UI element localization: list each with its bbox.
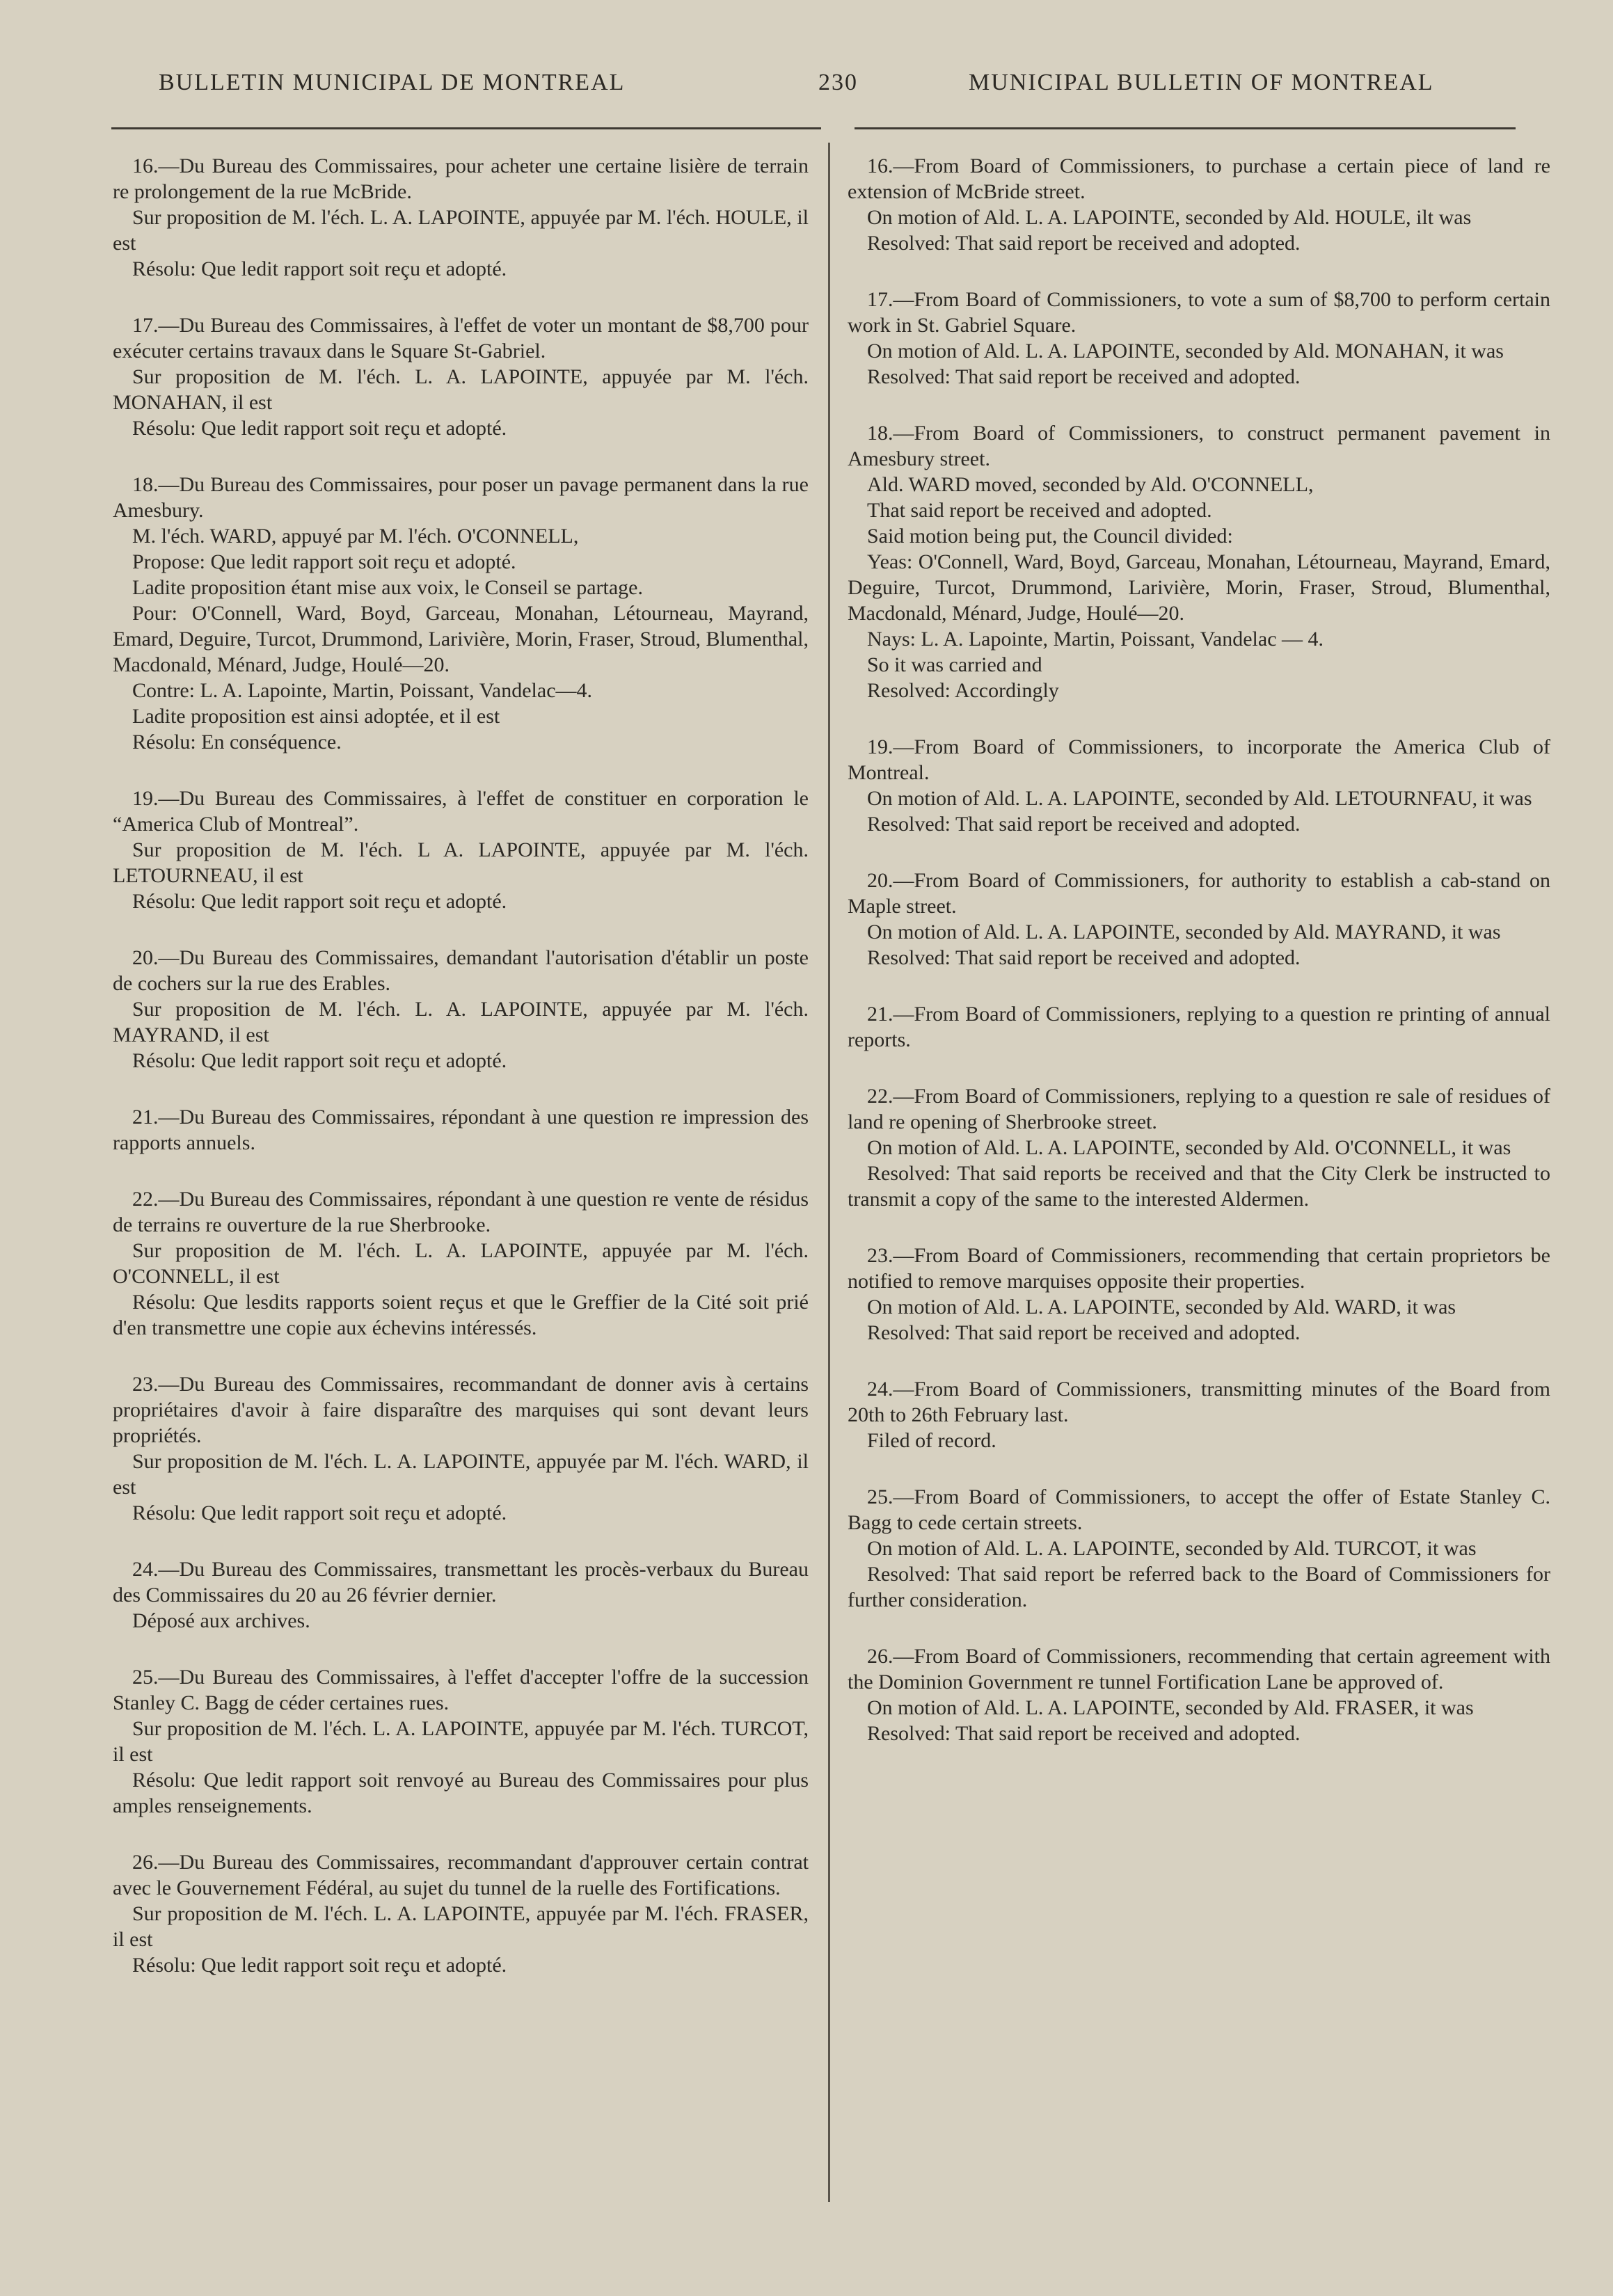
english-minute-paragraph: Resolved: That said report be received and adopted. (867, 1321, 1301, 1344)
english-minute-paragraph: Resolved: That said report be referred back to the Board of Commissioners for further consideration. (848, 1563, 1550, 1611)
english-minute-paragraph: Ald. WARD moved, seconded by Ald. O'CONNELL, (867, 473, 1314, 496)
french-minute-paragraph: 24.—Du Bureau des Commissaires, transmettant les procès-verbaux du Bureau des Commissaires du 20 au 26 février dernier. (113, 1558, 809, 1607)
french-minute-paragraph: 17.—Du Bureau des Commissaires, à l'effet de voter un montant de $8,700 pour exécuter certains travaux dans le Square St-Gabriel. (113, 314, 809, 362)
french-minute-paragraph: Sur proposition de M. l'éch. L. A. LAPOINTE, appuyée par M. l'éch. FRASER, il est (113, 1902, 809, 1951)
english-minute-paragraph: 26.—From Board of Commissioners, recommending that certain agreement with the Dominion Government re tunnel Fortification Lane be approved of. (848, 1645, 1550, 1693)
english-minute-item (848, 420, 1550, 703)
french-minute-paragraph: Propose: Que ledit rapport soit reçu et adopté. (132, 550, 516, 573)
english-minute-paragraph: On motion of Ald. L. A. LAPOINTE, seconded by Ald. WARD, it was (867, 1296, 1456, 1318)
french-minute-item (113, 1664, 809, 1819)
french-minute-paragraph: Ladite proposition étant mise aux voix, le Conseil se partage. (132, 576, 643, 599)
english-column (848, 153, 1550, 1777)
french-minute-item (113, 786, 809, 914)
english-minute-paragraph: That said report be received and adopted. (867, 499, 1212, 522)
french-minute-item (113, 945, 809, 1074)
english-minute-paragraph: 20.—From Board of Commissioners, for authority to establish a cab-stand on Maple street. (848, 869, 1550, 918)
french-column (113, 153, 809, 2009)
english-minute-paragraph: Resolved: That said report be received and adopted. (867, 946, 1301, 969)
page-header (0, 70, 1613, 111)
english-minute-paragraph: 25.—From Board of Commissioners, to accept the offer of Estate Stanley C. Bagg to cede certain streets. (848, 1485, 1550, 1534)
french-minute-paragraph: Résolu: Que ledit rapport soit reçu et adopté. (132, 417, 507, 440)
french-minute-paragraph: 21.—Du Bureau des Commissaires, répondant à une question re impression des rapports annuels. (113, 1106, 809, 1154)
french-minute-paragraph: Ladite proposition est ainsi adoptée, et il est (132, 705, 500, 728)
french-minute-paragraph: Résolu: Que ledit rapport soit reçu et adopté. (132, 1954, 507, 1977)
english-minute-item (848, 1243, 1550, 1346)
french-minute-paragraph: 22.—Du Bureau des Commissaires, répondant à une question re vente de résidus de terrains re ouverture de la rue Sherbrooke. (113, 1188, 809, 1236)
french-minute-paragraph: Sur proposition de M. l'éch. L. A. LAPOINTE, appuyée par M. l'éch. HOULE, il est (113, 206, 809, 255)
english-minute-paragraph: On motion of Ald. L. A. LAPOINTE, seconded by Ald. MONAHAN, it was (867, 340, 1504, 362)
english-minute-item (848, 1643, 1550, 1746)
french-minute-item (113, 1849, 809, 1978)
english-minute-paragraph: Resolved: That said report be received and adopted. (867, 365, 1301, 388)
french-minute-item (113, 1371, 809, 1526)
french-minute-item (113, 312, 809, 441)
french-minute-paragraph: Résolu: Que ledit rapport soit reçu et adopté. (132, 1501, 507, 1524)
french-minute-paragraph: Déposé aux archives. (132, 1609, 310, 1632)
french-minute-paragraph: Résolu: Que lesdits rapports soient reçus et que le Greffier de la Cité soit prié d'en transmettre une copie aux échevins intéressés. (113, 1291, 809, 1339)
english-minute-paragraph: On motion of Ald. L. A. LAPOINTE, seconded by Ald. MAYRAND, it was (867, 920, 1501, 943)
french-minute-paragraph: 16.—Du Bureau des Commissaires, pour acheter une certaine lisière de terrain re prolongement de la rue McBride. (113, 154, 809, 203)
english-minute-item (848, 1083, 1550, 1212)
english-minute-paragraph: 16.—From Board of Commissioners, to purchase a certain piece of land re extension of McBride street. (848, 154, 1550, 203)
french-minute-item (113, 1104, 809, 1156)
english-minute-paragraph: Resolved: That said reports be received and that the City Clerk be instructed to transmit a copy of the same to the interested Aldermen. (848, 1162, 1550, 1211)
header-rule-right (855, 127, 1516, 129)
french-minute-paragraph: Sur proposition de M. l'éch. L A. LAPOINTE, appuyée par M. l'éch. LETOURNEAU, il est (113, 838, 809, 887)
french-minute-paragraph: Sur proposition de M. l'éch. L. A. LAPOINTE, appuyée par M. l'éch. MONAHAN, il est (113, 365, 809, 414)
french-minute-paragraph: M. l'éch. WARD, appuyé par M. l'éch. O'CONNELL, (132, 525, 579, 548)
english-minute-item (848, 287, 1550, 390)
english-minute-item (848, 1484, 1550, 1613)
column-divider (828, 143, 830, 2202)
page-number: 230 (818, 70, 858, 95)
english-minute-paragraph: 18.—From Board of Commissioners, to construct permanent pavement in Amesbury street. (848, 422, 1550, 470)
english-minute-paragraph: So it was carried and (867, 653, 1042, 676)
french-minute-paragraph: 20.—Du Bureau des Commissaires, demandant l'autorisation d'établir un poste de cochers sur la rue des Erables. (113, 946, 809, 995)
english-minute-paragraph: On motion of Ald. L. A. LAPOINTE, seconded by Ald. O'CONNELL, it was (867, 1136, 1511, 1159)
french-minute-paragraph: 19.—Du Bureau des Commissaires, à l'effet de constituer en corporation le “America Club of Montreal”. (113, 787, 809, 836)
french-minute-paragraph: 23.—Du Bureau des Commissaires, recommandant de donner avis à certains propriétaires d'avoir à faire disparaître des marquises qui sont devant leurs propriétés. (113, 1373, 809, 1447)
english-minute-paragraph: 24.—From Board of Commissioners, transmitting minutes of the Board from 20th to 26th February last. (848, 1378, 1550, 1426)
english-minute-paragraph: 22.—From Board of Commissioners, replying to a question re sale of residues of land re opening of Sherbrooke street. (848, 1085, 1550, 1133)
english-minute-paragraph: Yeas: O'Connell, Ward, Boyd, Garceau, Monahan, Létourneau, Mayrand, Emard, Deguire, Turcot, Drummond, Larivière, Morin, Fraser, Stroud, Blumenthal, Macdonald, Ménard, Judge, Houlé—20. (848, 550, 1550, 625)
french-minute-paragraph: Sur proposition de M. l'éch. L. A. LAPOINTE, appuyée par M. l'éch. O'CONNELL, il est (113, 1239, 809, 1288)
french-minute-paragraph: 26.—Du Bureau des Commissaires, recommandant d'approuver certain contrat avec le Gouvernement Fédéral, au sujet du tunnel de la ruelle des Fortifications. (113, 1851, 809, 1899)
english-minute-paragraph: Resolved: That said report be received and adopted. (867, 813, 1301, 836)
english-minute-paragraph: Said motion being put, the Council divided: (867, 525, 1233, 548)
english-minute-paragraph: Nays: L. A. Lapointe, Martin, Poissant, Vandelac — 4. (867, 628, 1324, 651)
french-minute-paragraph: Pour: O'Connell, Ward, Boyd, Garceau, Monahan, Létourneau, Mayrand, Emard, Deguire, Turcot, Drummond, Larivière, Morin, Fraser, Stroud, Blumenthal, Macdonald, Ménard, Judge, Houlé—20. (113, 602, 809, 676)
header-french-title: BULLETIN MUNICIPAL DE MONTREAL (159, 70, 626, 95)
english-minute-item (848, 1376, 1550, 1453)
french-minute-paragraph: Sur proposition de M. l'éch. L. A. LAPOINTE, appuyée par M. l'éch. WARD, il est (113, 1450, 809, 1499)
french-minute-item (113, 1556, 809, 1634)
french-minute-paragraph: Résolu: Que ledit rapport soit reçu et adopté. (132, 1049, 507, 1072)
french-minute-paragraph: Sur proposition de M. l'éch. L. A. LAPOINTE, appuyée par M. l'éch. TURCOT, il est (113, 1717, 809, 1766)
english-minute-paragraph: Resolved: That said report be received and adopted. (867, 232, 1301, 255)
french-minute-paragraph: Résolu: Que ledit rapport soit reçu et adopté. (132, 257, 507, 280)
french-minute-paragraph: 25.—Du Bureau des Commissaires, à l'effet d'accepter l'offre de la succession Stanley C. Bagg de céder certaines rues. (113, 1666, 809, 1714)
english-minute-paragraph: On motion of Ald. L. A. LAPOINTE, seconded by Ald. LETOURNFAU, it was (867, 787, 1532, 810)
english-minute-paragraph: Resolved: That said report be received and adopted. (867, 1722, 1301, 1745)
english-minute-paragraph: On motion of Ald. L. A. LAPOINTE, seconded by Ald. TURCOT, it was (867, 1537, 1477, 1560)
english-minute-paragraph: Filed of record. (867, 1429, 996, 1452)
header-rule-left (111, 127, 821, 129)
english-minute-item (848, 153, 1550, 256)
french-minute-item (113, 1186, 809, 1341)
french-minute-paragraph: Résolu: Que ledit rapport soit reçu et adopté. (132, 890, 507, 913)
english-minute-paragraph: 23.—From Board of Commissioners, recommending that certain proprietors be notified to remove marquises opposite their properties. (848, 1244, 1550, 1293)
french-minute-item (113, 472, 809, 755)
english-minute-paragraph: 19.—From Board of Commissioners, to incorporate the America Club of Montreal. (848, 735, 1550, 784)
french-minute-paragraph: Résolu: Que ledit rapport soit renvoyé au Bureau des Commissaires pour plus amples renseignements. (113, 1769, 809, 1817)
english-minute-paragraph: On motion of Ald. L. A. LAPOINTE, seconded by Ald. HOULE, ilt was (867, 206, 1472, 229)
english-minute-item (848, 1001, 1550, 1053)
header-english-title: MUNICIPAL BULLETIN OF MONTREAL (969, 70, 1434, 95)
french-minute-paragraph: Sur proposition de M. l'éch. L. A. LAPOINTE, appuyée par M. l'éch. MAYRAND, il est (113, 998, 809, 1046)
french-minute-item (113, 153, 809, 282)
english-minute-paragraph: On motion of Ald. L. A. LAPOINTE, seconded by Ald. FRASER, it was (867, 1696, 1474, 1719)
english-minute-paragraph: 21.—From Board of Commissioners, replying to a question re printing of annual reports. (848, 1003, 1550, 1051)
french-minute-paragraph: 18.—Du Bureau des Commissaires, pour poser un pavage permanent dans la rue Amesbury. (113, 473, 809, 522)
english-minute-item (848, 868, 1550, 971)
english-minute-item (848, 734, 1550, 837)
english-minute-paragraph: Resolved: Accordingly (867, 679, 1059, 702)
english-minute-paragraph: 17.—From Board of Commissioners, to vote a sum of $8,700 to perform certain work in St. Gabriel Square. (848, 288, 1550, 337)
french-minute-paragraph: Résolu: En conséquence. (132, 731, 342, 754)
french-minute-paragraph: Contre: L. A. Lapointe, Martin, Poissant, Vandelac—4. (132, 679, 593, 702)
